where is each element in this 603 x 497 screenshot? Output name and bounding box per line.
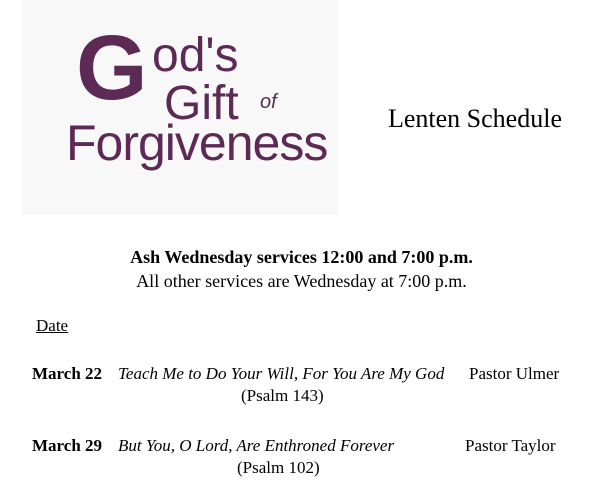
ash-wednesday-notice: Ash Wednesday services 12:00 and 7:00 p.m. [130, 247, 473, 267]
entry-pastor: Pastor Taylor [465, 436, 556, 455]
logo-gods-rest: od's [152, 29, 239, 82]
logo-of: of [260, 91, 277, 113]
entry-psalm: (Psalm 102) [237, 458, 320, 477]
other-services-notice: All other services are Wednesday at 7:00 p.m. [136, 271, 467, 291]
entry-title: Teach Me to Do Your Will, For You Are My God [118, 364, 445, 383]
logo-gift: Gift [164, 77, 239, 130]
entry-date: March 29 [32, 436, 103, 455]
date-column-header: Date [36, 316, 69, 335]
logo-letter-g: G [76, 17, 146, 119]
entry-date: March 22 [32, 364, 103, 383]
entry-psalm: (Psalm 143) [241, 386, 324, 405]
page-title: Lenten Schedule [388, 104, 562, 133]
logo-forgiveness: Forgiveness [66, 115, 328, 171]
entry-pastor: Pastor Ulmer [469, 364, 560, 383]
entry-title: But You, O Lord, Are Enthroned Forever [118, 436, 395, 455]
